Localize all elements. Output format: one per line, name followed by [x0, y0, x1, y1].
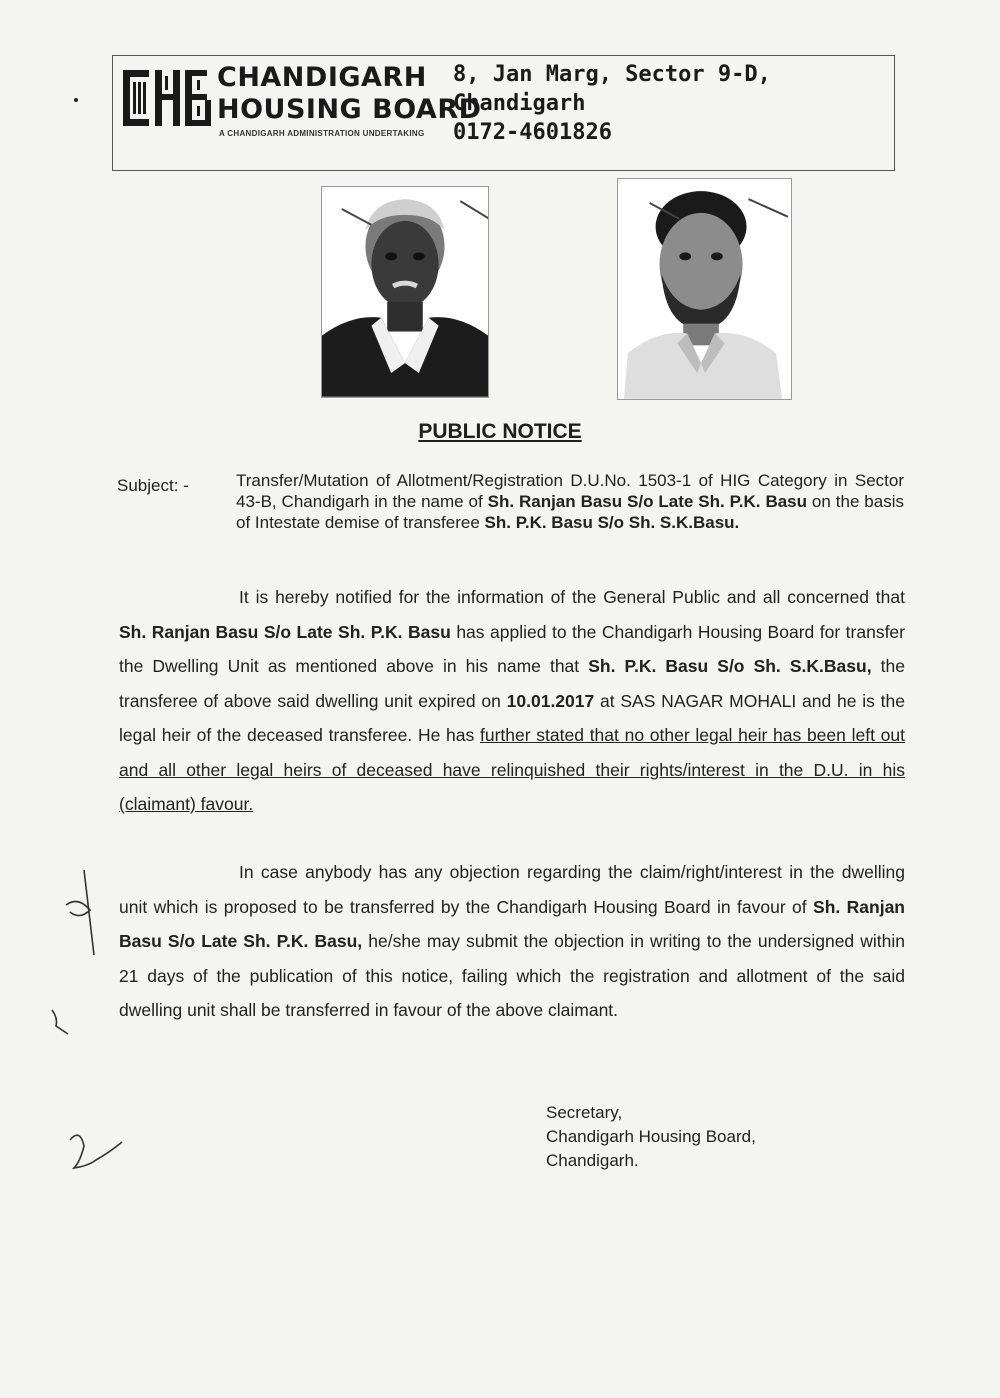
para1-part-3: the transferee of above said dwelling unit expired on — [119, 656, 905, 711]
para2-part-1: In case anybody has any objection regarding the claim/right/interest in the dwelling unit which is proposed to be transferred by the Chandigarh Housing Board in favour of — [119, 862, 905, 917]
para1-part-1: It is hereby notified for the information of the General Public and all concerned that — [239, 587, 905, 607]
subject-part-1: Transfer/Mutation of Allotment/Registration D.U.No. 1503-1 of HIG Category in Sector 43-B, Chandigarh in the name of — [236, 471, 904, 511]
para1-underlined-statement: further stated that no other legal heir has been left out and all other legal heirs of deceased have relinquished their rights/interest in the D.U. in his (claimant) favour. — [119, 725, 905, 814]
para1-claimant-name: Sh. Ranjan Basu S/o Late Sh. P.K. Basu — [119, 621, 451, 642]
subject-claimant-name: Sh. Ranjan Basu S/o Late Sh. P.K. Basu — [487, 492, 808, 511]
org-name-line1: CHANDIGARH — [217, 62, 427, 93]
para2-claimant-name: Sh. Ranjan Basu S/o Late Sh. P.K. Basu, — [119, 896, 905, 951]
para1-date: 10.01.2017 — [506, 690, 595, 711]
para1-part-4: at SAS NAGAR MOHALI and he is the legal heir of the deceased transferee. He has — [119, 690, 905, 745]
para1-part-2: has applied to the Chandigarh Housing Board for transfer the Dwelling Unit as mentioned above in his name that — [119, 621, 905, 676]
org-subtitle: A CHANDIGARH ADMINISTRATION UNDERTAKING — [219, 129, 425, 138]
notice-title: PUBLIC NOTICE — [418, 420, 582, 443]
address-line2: Chandigarh — [453, 91, 586, 116]
para2-part-2: he/she may submit the objection in writing to the undersigned within 21 days of the publication of this notice, failing which the registration and allotment of the said dwelling unit shall be transferred in favour of the above claimant. — [119, 931, 906, 1020]
address-line1: 8, Jan Marg, Sector 9-D, — [453, 62, 771, 87]
subject-transferee-name: Sh. P.K. Basu S/o Sh. S.K.Basu. — [484, 513, 740, 532]
phone-number: 0172-4601826 — [453, 120, 612, 145]
para1-transferee-name: Sh. P.K. Basu S/o Sh. S.K.Basu, — [588, 656, 872, 676]
signature-line2: Chandigarh Housing Board, — [546, 1127, 756, 1146]
subject-part-2: on the basis of Intestate demise of transferee — [236, 492, 904, 532]
signature-line3: Chandigarh. — [546, 1151, 639, 1170]
subject-label: Subject: - — [117, 476, 189, 495]
signature-line1: Secretary, — [546, 1103, 623, 1122]
org-name-line2: HOUSING BOARD — [217, 94, 482, 125]
